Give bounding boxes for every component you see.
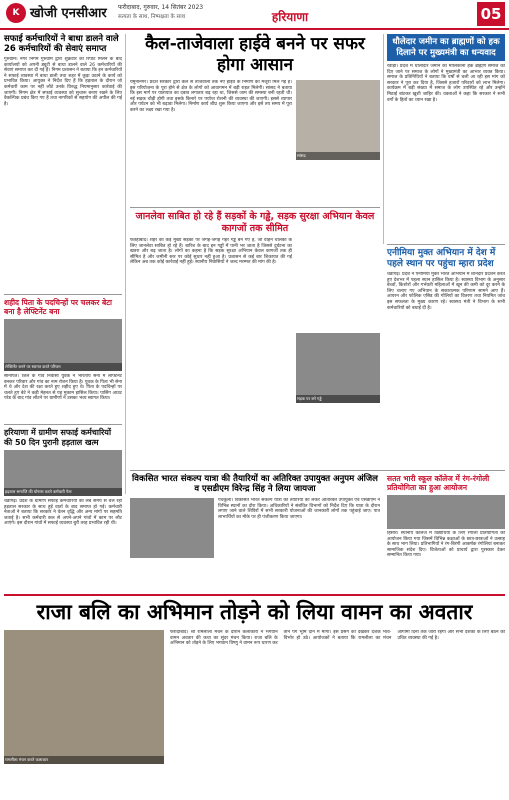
dateline: फरीदाबाद, गुरुवार, 14 सितंबर 2023 (118, 4, 204, 11)
banner-body: फरीदाबाद। श्री रामलीला मंचन के दौरान कलाकारों ने भगवान वामन अवतार की कथा का सुंदर मंचन किया। राजा बलि के अभिमान को तोड़ने के लिए भगवान विष्णु ने वामन रूप धारण कर तीन पग भूमि दान में मांगी। इस प्रसंग को देखकर दर्शक भाव-विभोर हो उठे। आयोजकों ने बताया कि रामलीला का मंचन आगामी दिनों तक जारी रहेगा और सभी दर्शकों के लिए बैठने की उचित व्यवस्था की गई है। (170, 630, 505, 647)
tagline: सत्यता के साथ, निष्पक्षता के साथ (118, 14, 186, 20)
right-top-story (387, 34, 505, 204)
story-headline: कैल-ताजेवाला हाईवे बनने पर सफर होगा आसान (145, 34, 365, 75)
paper-name: खोजी एनसीआर (30, 6, 107, 21)
photo-caption: सड़क पर बने गड्ढे (296, 395, 380, 403)
story-headline: हरियाणा में ग्रामीण सफाई कर्मचारियों की 50 दिन पुरानी हड़ताल खत्म (4, 428, 112, 447)
divider (130, 470, 505, 471)
center-mid-story (130, 211, 380, 408)
story-photo (296, 333, 380, 403)
divider (387, 244, 505, 245)
story-body: चंडीगढ़। प्रदेश के ग्रामीण सफाई कर्मचारियों की लंबे समय से चल रही हड़ताल सरकार के साथ हुई वार्ता के बाद समाप्त हो गई। कर्मचारी नेताओं ने बताया कि सरकार ने वेतन वृद्धि और अन्य मांगों पर सहमति जताई है। सभी कर्मचारी कल से अपने-अपने गांवों में काम पर लौट आएंगे। इस दौरान गांवों में सफाई व्यवस्था बुरी तरह प्रभावित रही थी। (4, 499, 122, 527)
story-body: गुरुग्राम। नगर निगम गुरुग्राम द्वारा शुक्रवार को रिपोर्ट मिलने के बाद कार्यालयों को अपनी ड्यूटी से बाधा डालने वाले 26 कर्मचारियों की सेवाएं समाप्त कर दी गई हैं। निगम प्रशासन ने बताया कि इन कर्मचारियों ने सफाई व्यवस्था में बाधा डाली तथा शहर में कूड़ा उठाने के कार्य को प्रभावित किया। आयुक्त ने निर्देश दिए हैं कि हड़ताल के दौरान जो कर्मचारी काम पर नहीं लौटे उनके विरुद्ध नियमानुसार कार्रवाई की जाएगी। निगम क्षेत्र में सफाई व्यवस्था को सुचारू बनाए रखने के लिए वैकल्पिक प्रबंध किए गए हैं तथा नागरिकों से सहयोग की अपील की गई है। (4, 57, 122, 107)
story-body: पंचकूला। विकसित भारत संकल्प यात्रा की तैयारियों को लेकर अतिरिक्त उपायुक्त एवं एसडीएम ने विभिन्न स्थानों का दौरा किया। अधिकारियों ने संबंधित विभागों को निर्देश दिए कि यात्रा के दौरान लगाए जाने वाले शिविरों में सभी सरकारी योजनाओं की जानकारी लोगों तक पहुंचाई जाए। पात्र लाभार्थियों का मौके पर ही पंजीकरण किया जाएगा। (218, 498, 380, 520)
left-mid-story (4, 298, 122, 419)
left-top-story (4, 34, 122, 307)
banner-story (4, 600, 505, 770)
divider (4, 424, 122, 425)
photo-caption: सांसद (296, 152, 380, 160)
banner-headline: राजा बलि का अभिमान तोड़ने को लिया वामन का अवतार (36, 600, 473, 624)
story-headline: एनीमिया मुक्त अभियान में देश में पहले स्थान पर पहुंचा म्हारा प्रदेश (387, 248, 496, 269)
story-photo (387, 495, 505, 529)
story-headline: शहीद पिता के पदचिन्हों पर चलकर बेटा बना है लेफ्टिनेंट बना (4, 298, 112, 316)
story-body: यमुनानगर। प्रदेश सरकार द्वारा कैल से ताजेवाला तक नए हाईवे के निर्माण को मंजूरी मिल गई है। इस परियोजना के पूरा होने से क्षेत्र के लोगों को आवागमन में बड़ी राहत मिलेगी। सांसद ने बताया कि इस मार्ग पर यातायात का दबाव लगातार बढ़ रहा था, जिससे जाम की समस्या बनी रहती थी। नई सड़क चौड़ी होगी तथा इसके किनारे पर पर्याप्त रोशनी की व्यवस्था की जाएगी। इससे व्यापार और पर्यटन को भी बढ़ावा मिलेगा। निर्माण कार्य शीघ्र शुरू किया जाएगा और इसे तय समय में पूरा करने का लक्ष्य रखा गया है। (130, 80, 292, 113)
column-divider (125, 34, 126, 494)
center-top-story (130, 34, 380, 185)
paper-logo: K (6, 3, 26, 23)
photo-caption: लेफ्टिनेंट बनने पर स्वागत करते परिजन (4, 363, 122, 371)
divider (4, 294, 122, 295)
photo-caption: रामलीला मंचन करते कलाकार (4, 756, 164, 764)
page-number: 05 (477, 2, 505, 26)
story-body: सोनीपत। जिले के गांव निवासी युवक ने भारतीय सेना में लेफ्टिनेंट बनकर परिवार और गांव का नाम रोशन किया है। युवक के पिता भी सेना में थे और देश की रक्षा करते हुए शहीद हुए थे। पिता के पदचिन्हों पर चलते हुए बेटे ने कड़ी मेहनत से यह मुकाम हासिल किया। पासिंग आउट परेड के बाद गांव लौटने पर ग्रामीणों ने उसका भव्य स्वागत किया। (4, 374, 122, 402)
story-headline: विकसित भारत संकल्प यात्रा की तैयारियों का अतिरिक्त उपायुक्त अनुपम अंजिल व एसडीएम विरेन्द्र सिंह ने लिया जायजा (132, 474, 378, 494)
story-headline: सतत भारी स्कूल कॉलेज में रंग-रंगोली प्रतियोगिता का हुआ आयोजन (387, 474, 490, 492)
banner-photo (4, 630, 164, 764)
photo-caption: हड़ताल समाप्ति की घोषणा करते कर्मचारी नेता (4, 488, 122, 496)
column-divider (383, 34, 384, 244)
masthead (0, 0, 509, 30)
left-low-story (4, 428, 122, 619)
story-body: फतेहाबाद। शहर की कई मुख्य सड़कों पर जगह-जगह गहरे गड्ढे बन गए हैं, जो वाहन चालकों के लिए जानलेवा साबित हो रहे हैं। बारिश के बाद इन गड्ढों में पानी भर जाता है जिससे दुर्घटना का खतरा और बढ़ जाता है। लोगों का कहना है कि सड़क सुरक्षा अभियान केवल कागजों तक ही सीमित है और जमीनी स्तर पर कोई सुधार नहीं हुआ है। प्रशासन से कई बार शिकायत की गई लेकिन अब तक कोई कार्रवाई नहीं हुई। स्थानीय निवासियों ने जल्द मरम्मत की मांग की है। (130, 238, 292, 266)
section-title: हरियाणा (271, 10, 309, 24)
headline-box (387, 34, 505, 61)
story-headline: जानलेवा साबित हो रहे हैं सड़कों के गड्ढे, सड़क सुरक्षा अभियान केवल कागजों तक सीमित (135, 211, 375, 234)
story-body: चंडीगढ़। प्रदेश ने एनीमिया मुक्त भारत अभियान में शानदार प्रदर्शन करते हुए देशभर में पहला स्थान हासिल किया है। स्वास्थ्य विभाग के अनुसार बच्चों, किशोरों और गर्भवती महिलाओं में खून की कमी को दूर करने के लिए चलाए गए अभियान के सकारात्मक परिणाम सामने आए हैं। आयरन और फोलिक एसिड की गोलियों का वितरण तथा नियमित जांच इस सफलता के मुख्य कारण रहे। स्वास्थ्य मंत्री ने विभाग के सभी कर्मचारियों को बधाई दी है। (387, 272, 505, 311)
story-photo (4, 450, 122, 496)
story-photo (130, 498, 214, 558)
bottom-mid-story (130, 474, 380, 562)
right-mid-story (387, 248, 505, 452)
story-body: हिसार। स्थानीय कॉलेज में विद्यार्थियों के लिए रंगोली प्रतियोगिता का आयोजन किया गया जिसमें विभिन्न कक्षाओं के छात्र-छात्राओं ने उत्साह के साथ भाग लिया। प्रतिभागियों ने रंग-बिरंगी आकर्षक रंगोलियां बनाकर सामाजिक संदेश दिए। विजेताओं को प्राचार्य द्वारा पुरस्कार देकर सम्मानित किया गया। (387, 531, 505, 559)
story-photo (4, 319, 122, 371)
bottom-right-story (387, 474, 505, 561)
divider (130, 207, 380, 208)
portrait-photo (296, 80, 380, 160)
banner-divider (4, 594, 505, 596)
story-body: रेवाड़ी। प्रदेश में धौलीदार जमीन का मालिकाना हक ब्राह्मण समाज को दिए जाने पर समाज के लोगों ने मुख्यमंत्री का आभार व्यक्त किया। समाज के प्रतिनिधियों ने बताया कि वर्षों से चली आ रही इस मांग को सरकार ने पूरा कर दिया है, जिससे हजारों परिवारों को लाभ मिलेगा। कार्यक्रम में बड़ी संख्या में समाज के लोग उपस्थित रहे और उन्होंने मिठाई बांटकर खुशी जाहिर की। वक्ताओं ने कहा कि सरकार ने सभी वर्गों के हितों का ध्यान रखा है। (387, 64, 505, 103)
story-headline: धौलेदार जमीन का ब्राह्मणों को हक दिलाने पर मुख्यमंत्री का धन्यवाद (392, 37, 500, 58)
story-headline: सफाई कर्मचारियों ने बाधा डालने वाले 26 कर्मचारियों की सेवाएं समाप्त (4, 34, 119, 54)
